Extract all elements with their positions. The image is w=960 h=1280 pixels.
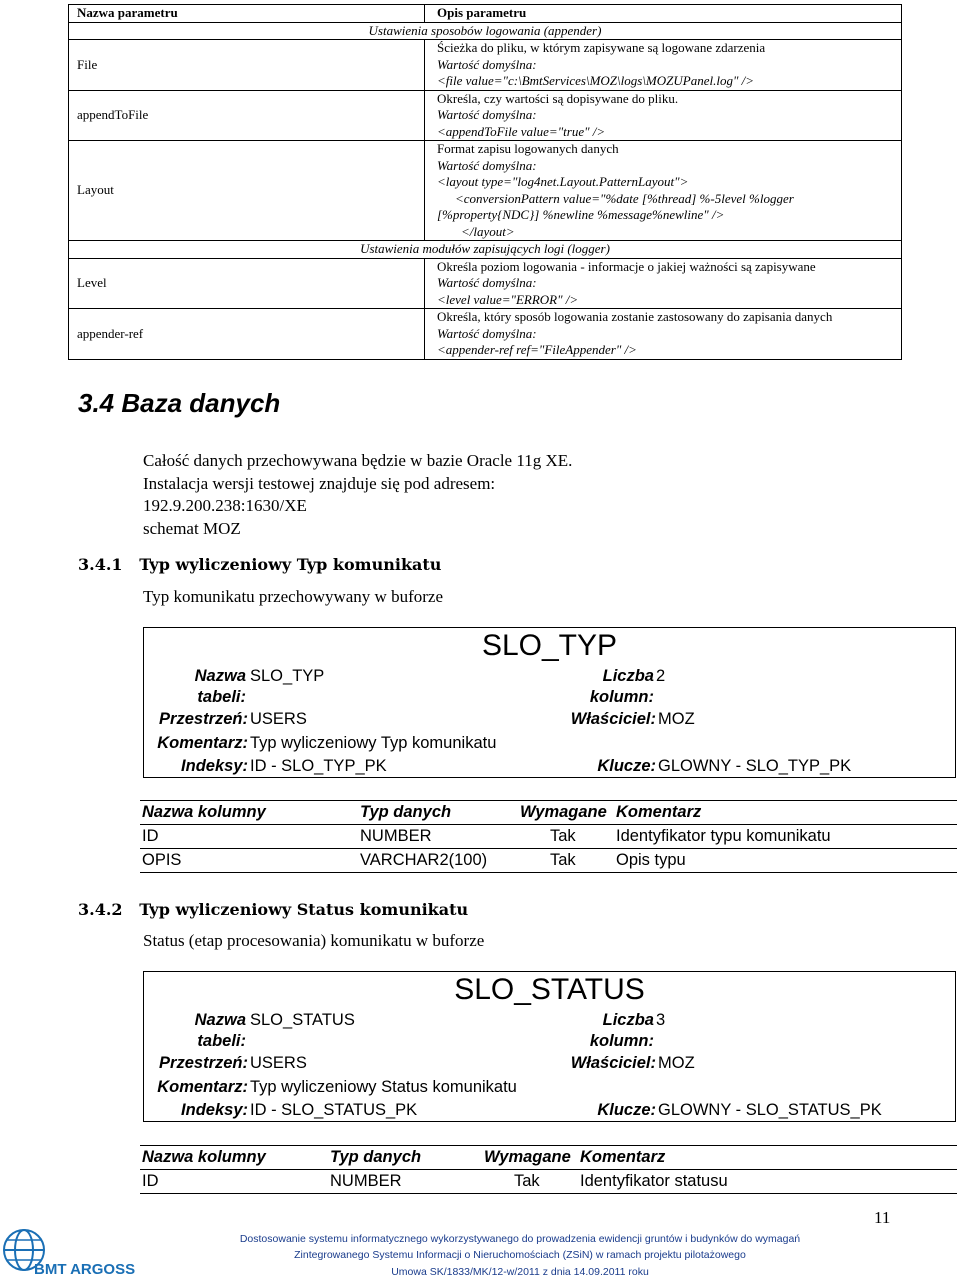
table-row [69, 258, 902, 309]
liczba-value: 3 [656, 1011, 666, 1029]
param-desc [425, 309, 902, 360]
desc-line: <layout type="log4net.Layout.PatternLayout"> [437, 174, 689, 189]
table-title: SLO_TYP [481, 629, 618, 662]
column-header: Typ danych [358, 801, 518, 825]
subsection-description: Typ komunikatu przechowywany w buforze [143, 587, 443, 606]
nazwa-value: SLO_TYP [250, 667, 325, 685]
columns-table [140, 1146, 957, 1194]
paragraph-line: schemat MOZ [143, 518, 241, 538]
table-row [140, 825, 957, 849]
subsection-heading: 3.4.1 Typ wyliczeniowy Typ komunikatu [78, 555, 442, 574]
nazwa-label: Nazwa [194, 1011, 246, 1029]
param-desc [425, 258, 902, 309]
column-header: Typ danych [328, 1146, 482, 1170]
przestrzen-value: USERS [250, 1054, 307, 1072]
klucze-label: Klucze: [597, 1101, 656, 1119]
indeksy-label: Indeksy: [181, 757, 248, 775]
column-header: Wymagane [518, 801, 614, 825]
liczba-label: Liczba [602, 667, 654, 685]
desc-line: Wartość domyślna: [437, 325, 537, 341]
table-cell: OPIS [140, 849, 358, 873]
komentarz-label: Komentarz: [157, 734, 248, 752]
table-cell: Tak [518, 825, 614, 849]
indeksy-label: Indeksy: [181, 1101, 248, 1119]
param-name: Level [69, 258, 425, 309]
table-row [69, 141, 902, 241]
section-row [69, 241, 902, 259]
przestrzen-label: Przestrzeń: [159, 710, 248, 728]
table-title: SLO_STATUS [454, 973, 645, 1006]
liczba-label: Liczba [602, 1011, 654, 1029]
table-row [69, 309, 902, 360]
section-label: Ustawienia modułów zapisujących logi (logger) [69, 241, 902, 259]
param-name: appendToFile [69, 90, 425, 141]
desc-line: <file value="c:\BmtServices\MOZ\logs\MOZUPanel.log" /> [437, 73, 755, 88]
klucze-value: GLOWNY - SLO_STATUS_PK [658, 1101, 882, 1119]
indeksy-value: ID - SLO_STATUS_PK [250, 1101, 418, 1119]
liczba-label: kolumn: [589, 688, 654, 706]
page-number: 11 [874, 1208, 891, 1227]
column-header: Nazwa kolumny [140, 801, 358, 825]
desc-line: Wartość domyślna: [437, 275, 537, 290]
table-info-box [143, 627, 956, 778]
desc-line: </layout> [461, 223, 515, 239]
section-heading: 3.4 Baza danych [78, 388, 281, 418]
column-header: Nazwa kolumny [140, 1146, 328, 1170]
param-desc [425, 90, 902, 141]
param-desc [425, 40, 902, 91]
table-row [140, 1170, 957, 1194]
desc-line: Określa, czy wartości są dopisywane do pliku. [437, 90, 679, 106]
table-row [69, 40, 902, 91]
table-row [69, 90, 902, 141]
desc-line: Określa, który sposób logowania zostanie zastosowany do zapisania danych [437, 309, 833, 324]
desc-line: Określa poziom logowania - informacje o jakiej ważności są zapisywane [437, 258, 816, 274]
desc-line: Wartość domyślna: [437, 157, 537, 173]
liczba-value: 2 [656, 667, 666, 685]
paragraph-line: 192.9.200.238:1630/XE [143, 496, 307, 515]
column-header: Komentarz [614, 801, 957, 825]
klucze-value: GLOWNY - SLO_TYP_PK [658, 757, 852, 775]
footer-line: Umowa SK/1833/MK/12-w/2011 z dnia 14.09.2011 roku [391, 1266, 649, 1278]
columns-header-row [140, 801, 957, 825]
klucze-label: Klucze: [597, 757, 656, 775]
column-header: Opis parametru [425, 5, 902, 23]
bmt-argoss-logo [2, 1222, 152, 1278]
table-cell: Tak [482, 1170, 578, 1194]
liczba-label: kolumn: [589, 1032, 654, 1050]
param-name: File [69, 40, 425, 91]
table-cell: ID [140, 1170, 328, 1194]
logo-text: BMT ARGOSS [34, 1261, 136, 1278]
subsection-description: Status (etap procesowania) komunikatu w buforze [143, 931, 485, 950]
indeksy-value: ID - SLO_TYP_PK [250, 757, 387, 775]
nazwa-label: tabeli: [197, 1032, 246, 1050]
desc-line: <appendToFile value="true" /> [437, 123, 606, 139]
desc-line: [%property{NDC}] %newline %message%newline" /> [437, 207, 725, 222]
param-name: Layout [69, 141, 425, 241]
desc-line: <level value="ERROR" /> [437, 291, 579, 307]
nazwa-value: SLO_STATUS [250, 1011, 355, 1029]
przestrzen-value: USERS [250, 710, 307, 728]
section-row [69, 22, 902, 40]
column-header: Komentarz [578, 1146, 957, 1170]
column-header: Wymagane [482, 1146, 578, 1170]
wlasciciel-label: Właściciel: [570, 1054, 656, 1072]
desc-line: Ścieżka do pliku, w którym zapisywane są logowane zdarzenia [437, 40, 766, 55]
table-cell: NUMBER [358, 825, 518, 849]
desc-line: <conversionPattern value="%date [%thread] %-5level %logger [455, 190, 794, 206]
subsection-heading: 3.4.2 Typ wyliczeniowy Status komunikatu [78, 900, 469, 919]
section-paragraph [143, 450, 572, 540]
param-name: appender-ref [69, 309, 425, 360]
table-cell: Identyfikator typu komunikatu [614, 825, 957, 849]
przestrzen-label: Przestrzeń: [159, 1054, 248, 1072]
table-cell: Identyfikator statusu [578, 1170, 957, 1194]
column-header: Nazwa parametru [69, 5, 425, 23]
komentarz-value: Typ wyliczeniowy Typ komunikatu [250, 734, 497, 752]
komentarz-label: Komentarz: [157, 1078, 248, 1096]
paragraph-line: Instalacja wersji testowej znajduje się pod adresem: [143, 473, 496, 493]
footer-line: Dostosowanie systemu informatycznego wykorzystywanego do prowadzenia ewidencji gruntów i budynków do wymagań [239, 1233, 801, 1245]
table-info-box [143, 971, 956, 1122]
table-cell: Opis typu [614, 849, 957, 873]
table-cell: VARCHAR2(100) [358, 849, 518, 873]
table-row [140, 849, 957, 873]
param-desc [425, 141, 902, 241]
desc-line: <appender-ref ref="FileAppender" /> [437, 342, 637, 357]
section-label: Ustawienia sposobów logowania (appender) [69, 22, 902, 40]
desc-line: Wartość domyślna: [437, 107, 537, 122]
desc-line: Format zapisu logowanych danych [437, 141, 619, 156]
nazwa-label: Nazwa [194, 667, 246, 685]
table-cell: ID [140, 825, 358, 849]
nazwa-label: tabeli: [197, 688, 246, 706]
wlasciciel-label: Właściciel: [570, 710, 656, 728]
wlasciciel-value: MOZ [658, 710, 695, 728]
table-header-row [69, 5, 902, 23]
paragraph-line: Całość danych przechowywana będzie w bazie Oracle 11g XE. [143, 451, 573, 470]
columns-header-row [140, 1146, 957, 1170]
parameters-table [68, 4, 902, 360]
columns-table [140, 801, 957, 873]
footer-line: Zintegrowanego Systemu Informacji o Nieruchomościach (ZSiN) w ramach projektu pilotażowego [294, 1249, 746, 1261]
table-cell: NUMBER [328, 1170, 482, 1194]
table-cell: Tak [518, 849, 614, 873]
wlasciciel-value: MOZ [658, 1054, 695, 1072]
komentarz-value: Typ wyliczeniowy Status komunikatu [250, 1078, 517, 1096]
desc-line: Wartość domyślna: [437, 56, 537, 72]
